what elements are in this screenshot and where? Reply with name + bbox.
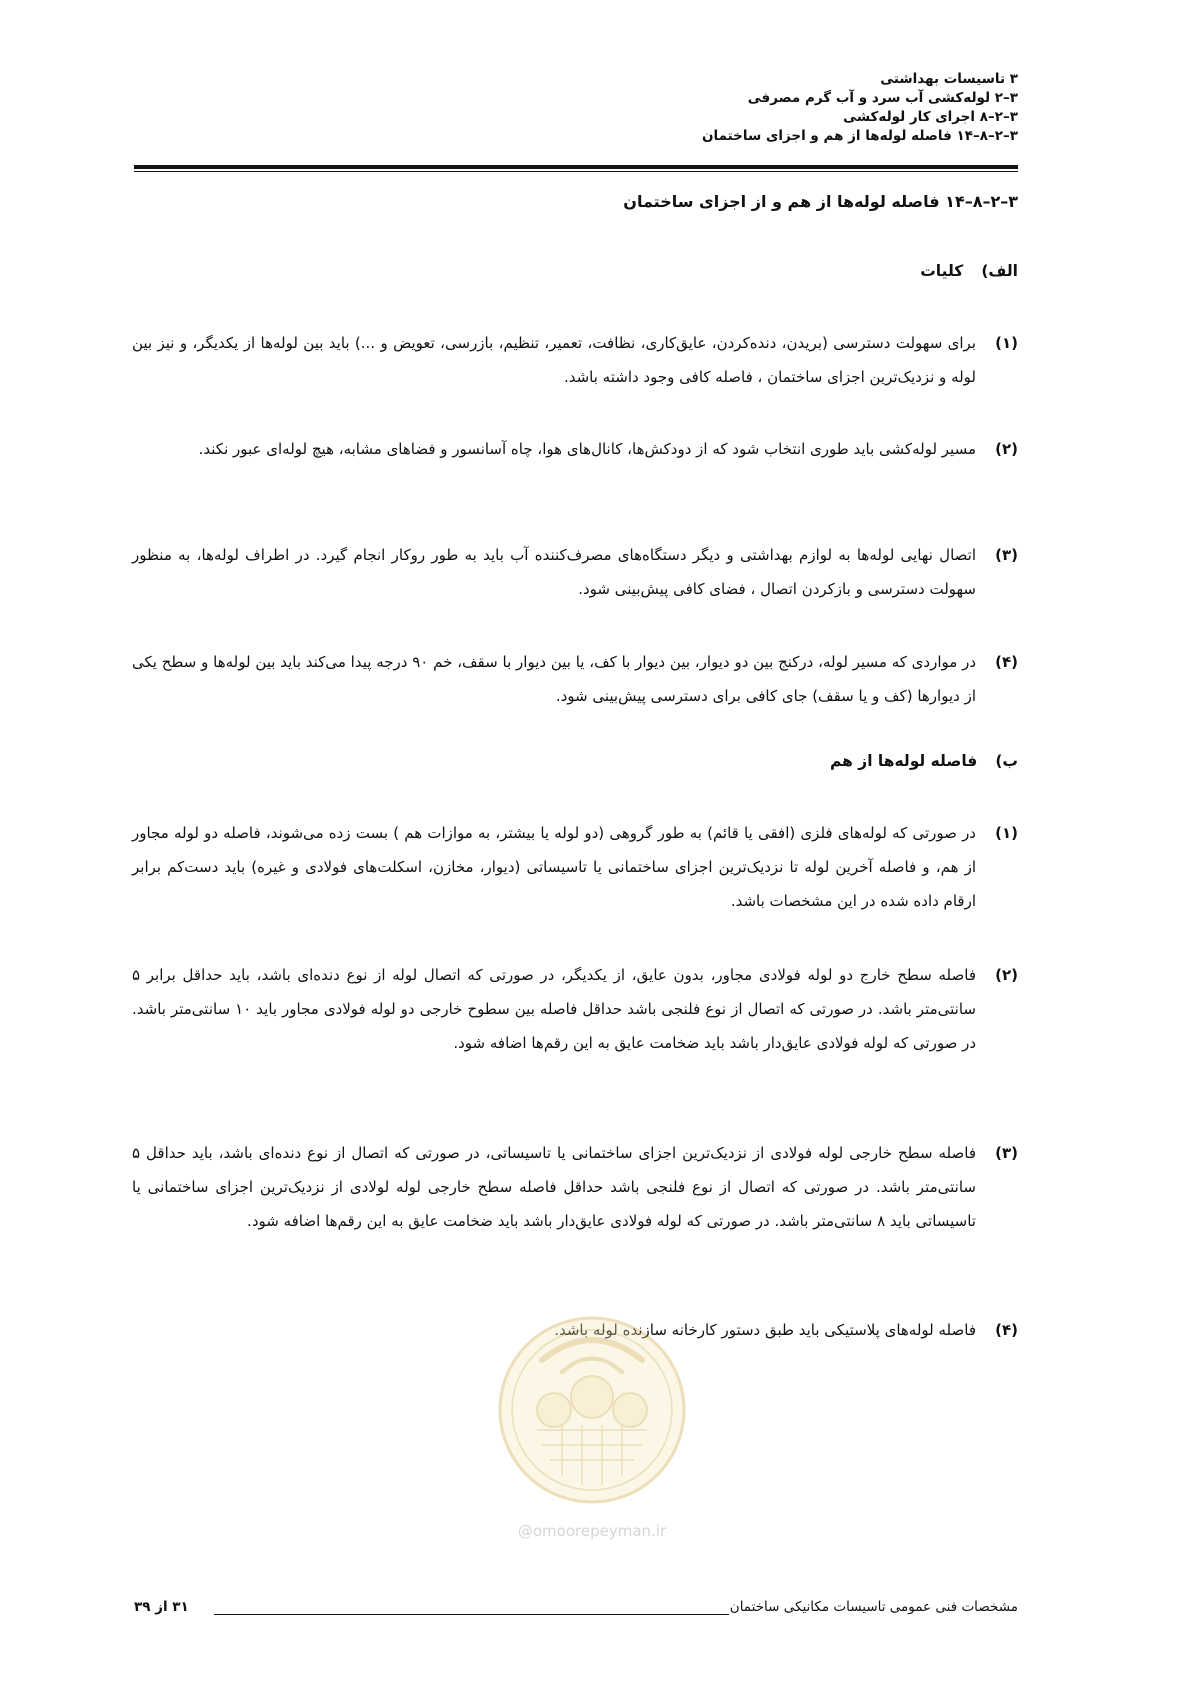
subheading-label: ب)	[995, 752, 1018, 770]
paragraph-b-3	[132, 1136, 1018, 1238]
paragraph-number: (۱)	[995, 334, 1018, 352]
paragraph-b-2	[132, 958, 1018, 1060]
subheading-title: کلیات	[920, 262, 964, 280]
paragraph-number: (۳)	[995, 546, 1018, 564]
footer-title: مشخصات فنی عمومی تاسیسات مکانیکی ساختمان	[729, 1599, 1018, 1615]
page-number: ۳۱ از ۳۹	[134, 1599, 189, 1615]
paragraph-text: فاصله لوله‌های پلاستیکی باید طبق دستور کارخانه سازنده لوله باشد.	[554, 1321, 976, 1339]
watermark-seal	[482, 1300, 702, 1550]
paragraph-number: (۲)	[995, 440, 1018, 458]
paragraph-text: فاصله سطح خارجی لوله فولادی از نزدیک‌ترین اجزای ساختمانی یا تاسیساتی، در صورتی که اتصال از نوع دنده‌ای باشد، باید حداقل ۵ سانتی‌متر باشد. در صورتی که اتصال از نوع فلنجی باشد حداقل فاصله سطح خارجی لوله لولادی از نزدیک‌ترین اجزای ساختمانی یا تاسیساتی باید ۸ سانتی‌متر باشد. در صورتی که لوله فولادی عایق‌دار باشد باید ضخامت عایق به این رقم‌ها اضافه شود.	[132, 1144, 976, 1230]
paragraph-a-3	[132, 538, 1018, 606]
paragraph-text: در صورتی که لوله‌های فلزی (افقی یا قائم) به طور گروهی (دو لوله یا بیشتر، به موازات هم ) بست زده می‌شوند، فاصله دو لوله مجاور از هم، و فاصله آخرین لوله تا نزدیک‌ترین اجزای ساختمانی یا تاسیساتی (دیوار، مخازن، اسکلت‌های فولادی و غیره) باید دست‌کم برابر ارقام داده شده در این مشخصات باشد.	[132, 824, 976, 910]
paragraph-text: در مواردی که مسیر لوله، درکنج بین دو دیوار، بین دیوار با کف، یا بین دیوار با سقف، خم ۹۰ درجه پیدا می‌کند باید بین لوله‌ها و سطح یکی از دیوارها (کف و یا سقف) جای کافی برای دسترسی پیش‌بینی شود.	[132, 653, 976, 705]
page-footer	[134, 1599, 1018, 1623]
header-line-2: ۳–۲ لوله‌کشی آب سرد و آب گرم مصرفی	[747, 90, 1018, 106]
paragraph-text: اتصال نهایی لوله‌ها به لوازم بهداشتی و دیگر دستگاه‌های مصرف‌کننده آب باید به طور روکار انجام گیرد. در اطراف لوله‌ها، به منظور سهولت دسترسی و بازکردن اتصال ، فضای کافی پیش‌بینی شود.	[132, 546, 976, 598]
paragraph-number: (۳)	[995, 1144, 1018, 1162]
subheading-title: فاصله لوله‌ها از هم	[830, 752, 978, 770]
page-header	[158, 70, 1018, 146]
paragraph-text: برای سهولت دسترسی (بریدن، دنده‌کردن، عایق‌کاری، نظافت، تعمیر، تنظیم، بازرسی، تعویض و ...) باید بین لوله‌ها از یکدیگر، و نیز بین لوله و نزدیک‌ترین اجزای ساختمان ، فاصله کافی وجود داشته باشد.	[132, 334, 976, 386]
watermark-url: @omoorepeyman.ir	[517, 1522, 667, 1540]
header-line-4: ۳–۲–۸–۱۴ فاصله لوله‌ها از هم و اجزای ساختمان	[702, 128, 1018, 144]
subheading-pipe-spacing	[830, 752, 1018, 770]
header-divider-thick	[134, 165, 1018, 169]
subheading-label: الف)	[981, 262, 1018, 280]
paragraph-number: (۱)	[995, 824, 1018, 842]
paragraph-a-4	[132, 645, 1018, 713]
section-title: ۳–۲–۸–۱۴ فاصله لوله‌ها از هم و از اجزای ساختمان	[623, 192, 1018, 211]
paragraph-number: (۴)	[995, 1321, 1018, 1339]
paragraph-a-1	[132, 326, 1018, 394]
paragraph-number: (۴)	[995, 653, 1018, 671]
paragraph-b-1	[132, 816, 1018, 918]
header-divider-thin	[134, 171, 1018, 172]
header-line-3: ۳–۲–۸ اجرای کار لوله‌کشی	[843, 109, 1018, 125]
paragraph-a-2	[132, 432, 1018, 466]
paragraph-text: مسیر لوله‌کشی باید طوری انتخاب شود که از دودکش‌ها، کانال‌های هوا، چاه آسانسور و فضاهای مشابه، هیچ لوله‌ای عبور نکند.	[198, 440, 976, 458]
paragraph-text: فاصله سطح خارج دو لوله فولادی مجاور، بدون عایق، از یکدیگر، در صورتی که اتصال لوله از نوع دنده‌ای باشد، باید حداقل برابر ۵ سانتی‌متر باشد. در صورتی که اتصال از نوع فلنجی باشد حداقل فاصله بین سطوح خارجی دو لوله فولادی مجاور باید ۱۰ سانتی‌متر باشد. در صورتی که لوله فولادی عایق‌دار باشد باید ضخامت عایق به این رقم‌ها اضافه شود.	[132, 966, 976, 1052]
footer-rule	[214, 1614, 729, 1615]
seal-emblem-icon	[482, 1300, 702, 1550]
subheading-general	[920, 262, 1018, 280]
header-line-1: ۳ تاسیسات بهداشتی	[880, 71, 1018, 87]
paragraph-number: (۲)	[995, 966, 1018, 984]
